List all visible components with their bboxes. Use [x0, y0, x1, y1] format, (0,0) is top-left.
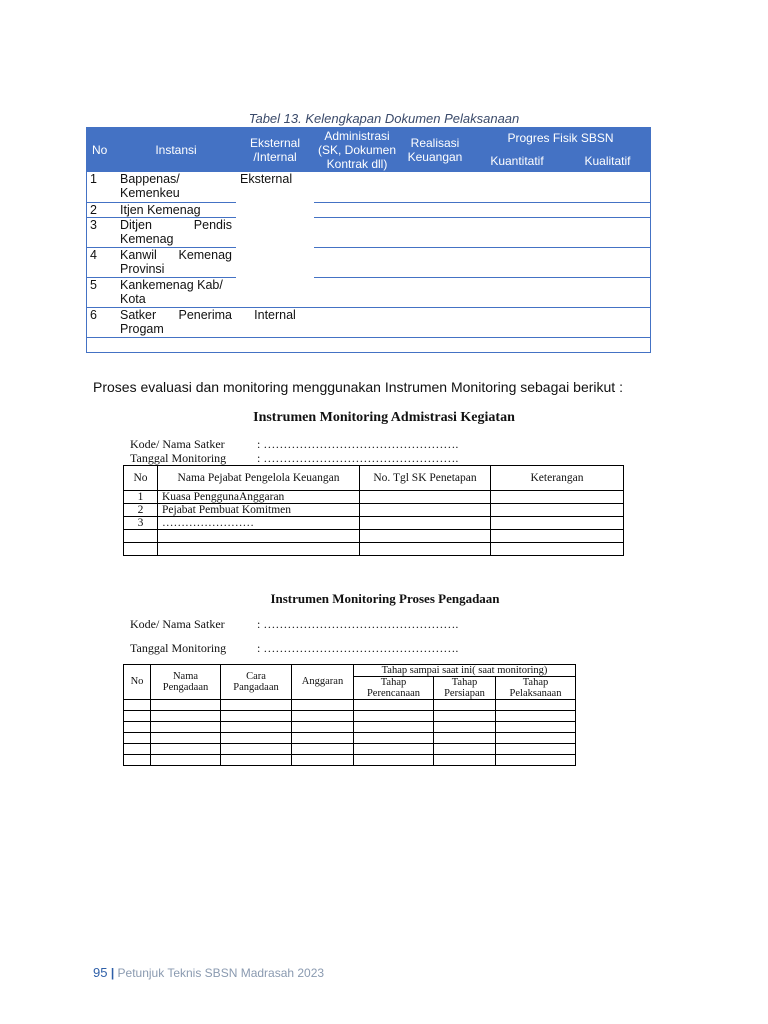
page-footer: [93, 965, 324, 980]
admin-row-nama: Pejabat Pembuat Komitmen: [158, 504, 360, 517]
row-no: 3: [86, 217, 116, 247]
table-row: [124, 491, 624, 504]
pengadaan-kode-label: Kode/ Nama Satker: [130, 617, 225, 631]
table-row: [124, 711, 576, 722]
row-instansi: Kanwil Kemenag Provinsi: [116, 247, 236, 277]
row-instansi: Itjen Kemenag: [116, 202, 236, 217]
row-tipe: Eksternal: [240, 172, 293, 186]
admin-tanggal-dots: : ………………………………………….: [257, 451, 459, 465]
table-admin-monitoring: [123, 465, 624, 556]
table-row: [124, 530, 624, 543]
footer-separator: |: [110, 966, 115, 980]
header-instansi: Instansi: [116, 127, 236, 172]
header-realisasi: Realisasi Keuangan: [400, 127, 470, 172]
row-tipe: Internal: [236, 307, 314, 337]
admin-kode-label: Kode/ Nama Satker: [130, 437, 225, 451]
footer-text: Petunjuk Teknis SBSN Madrasah 2023: [117, 966, 325, 980]
table-row: [124, 755, 576, 766]
row-instansi: Ditjen Pendis Kemenag: [116, 217, 236, 247]
pengadaan-header-cara: Cara Pangadaan: [221, 665, 292, 700]
table-row: [86, 307, 651, 337]
page-number: 95: [93, 965, 108, 980]
intro-paragraph: Proses evaluasi dan monitoring menggunakan Instrumen Monitoring sebagai berikut :: [93, 379, 623, 395]
table-row: [124, 504, 624, 517]
row-no: 5: [86, 277, 116, 307]
admin-header-sk: No. Tgl SK Penetapan: [360, 466, 491, 491]
admin-row-no: 1: [124, 491, 158, 504]
header-kuantitatif: Kuantitatif: [470, 149, 564, 172]
row-no: 2: [86, 202, 116, 217]
pengadaan-header-tahap: Tahap sampai saat ini( saat monitoring): [354, 665, 576, 677]
table-row: [86, 217, 651, 247]
table-row: [124, 744, 576, 755]
pengadaan-header-perencanaan: Tahap Perencanaan: [354, 677, 434, 700]
table-row: [124, 733, 576, 744]
admin-header-nama: Nama Pejabat Pengelola Keuangan: [158, 466, 360, 491]
table-pengadaan-monitoring: [123, 664, 576, 766]
table-row: [86, 277, 651, 307]
pengadaan-tanggal-label: Tanggal Monitoring: [130, 641, 227, 655]
pengadaan-header-anggaran: Anggaran: [292, 665, 354, 700]
pengadaan-header-pelaksanaan: Tahap Pelaksanaan: [496, 677, 576, 700]
admin-row-no: 3: [124, 517, 158, 530]
header-administrasi: Administrasi (SK, Dokumen Kontrak dll): [314, 127, 400, 172]
admin-row-nama: Kuasa PenggunaAnggaran: [158, 491, 360, 504]
row-instansi: Satker Penerima Progam: [116, 307, 236, 337]
admin-row-no: 2: [124, 504, 158, 517]
pengadaan-header-persiapan: Tahap Persiapan: [434, 677, 496, 700]
pengadaan-header-nama: Nama Pengadaan: [151, 665, 221, 700]
pengadaan-title: Instrumen Monitoring Proses Pengadaan: [270, 591, 500, 606]
row-no: 6: [86, 307, 116, 337]
pengadaan-kode-dots: : ………………………………………….: [257, 617, 459, 631]
pengadaan-tanggal-dots: : ………………………………………….: [257, 641, 459, 655]
header-eksternal-internal: Eksternal /Internal: [236, 127, 314, 172]
header-no: No: [86, 127, 116, 172]
table-row: [124, 543, 624, 556]
table-row: [124, 517, 624, 530]
row-no: 4: [86, 247, 116, 277]
table-row: [124, 700, 576, 711]
table-row: [86, 202, 651, 217]
admin-header-keterangan: Keterangan: [491, 466, 624, 491]
table-caption: Tabel 13. Kelengkapan Dokumen Pelaksanaan: [248, 111, 520, 126]
admin-kode-dots: : ………………………………………….: [257, 437, 459, 451]
admin-row-nama: ……………………: [158, 517, 360, 530]
table-row: [86, 172, 651, 202]
header-progres-fisik: Progres Fisik SBSN: [470, 127, 651, 149]
pengadaan-header-no: No: [124, 665, 151, 700]
row-no: 1: [86, 172, 116, 202]
table-row: [86, 247, 651, 277]
table-row: [124, 722, 576, 733]
row-instansi: Bappenas/ Kemenkeu: [116, 172, 236, 202]
admin-title: Instrumen Monitoring Admistrasi Kegiatan: [253, 410, 515, 425]
admin-header-no: No: [124, 466, 158, 491]
table-kelengkapan-dokumen: [86, 127, 651, 351]
header-kualitatif: Kualitatif: [564, 149, 651, 172]
admin-tanggal-label: Tanggal Monitoring: [130, 451, 227, 465]
row-instansi: Kankemenag Kab/ Kota: [116, 277, 236, 307]
